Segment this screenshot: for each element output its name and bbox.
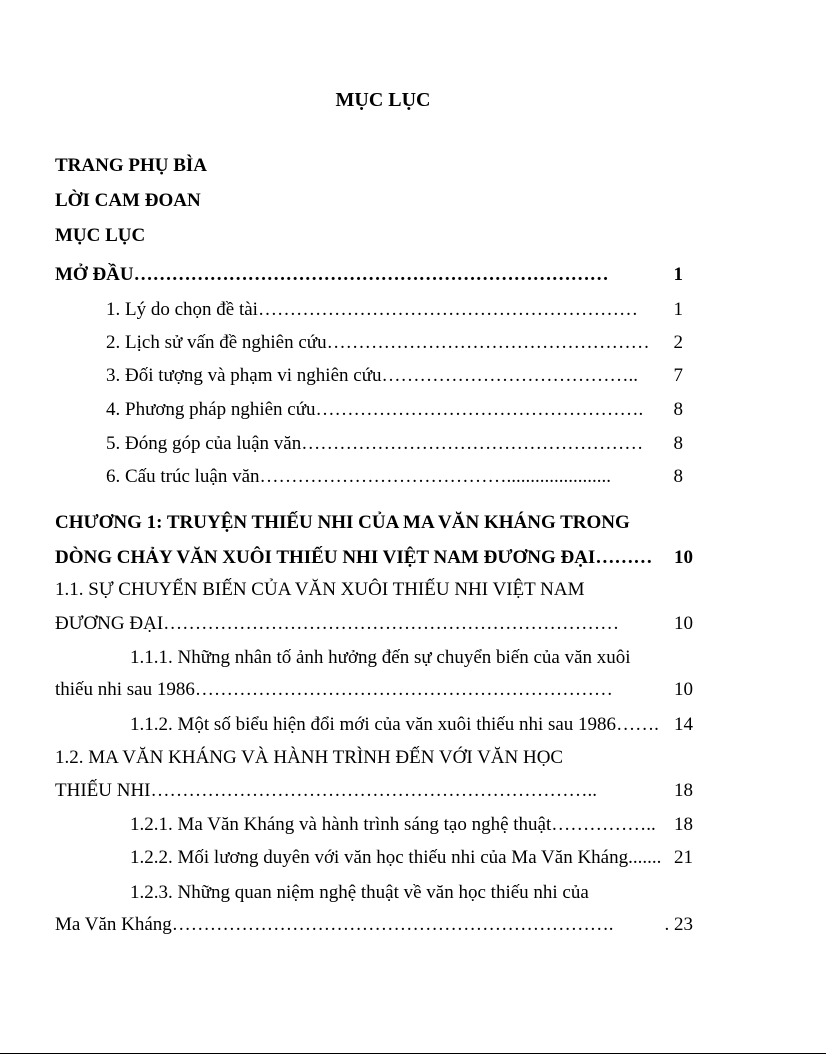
toc-entry (106, 330, 683, 356)
toc-dot-leader: ……………………………………………. (315, 399, 644, 420)
toc-entry-title: 1.2.2. Mối lương duyên với văn học thiếu nhi của Ma Văn Kháng (130, 847, 629, 868)
toc-entry (130, 712, 693, 738)
toc-page-number: 18 (669, 780, 693, 801)
toc-dot-leader: …………….. (551, 814, 656, 835)
toc-entry (106, 297, 683, 323)
toc-entry-title: 4. Phương pháp nghiên cứu (106, 399, 316, 420)
toc-page-number: 10 (669, 547, 693, 568)
toc-entry-title: DÒNG CHẢY VĂN XUÔI THIẾU NHI VIỆT NAM ĐƯƠNG ĐẠI (55, 547, 596, 568)
toc-entry-title: 6. Cấu trúc luận văn (106, 466, 260, 487)
toc-page-number: 8 (673, 433, 683, 454)
toc-page-number: 14 (669, 714, 693, 735)
toc-entry (55, 677, 693, 703)
toc-page-number: 21 (674, 847, 693, 868)
toc-entry-title: TRANG PHỤ BÌA (55, 155, 208, 176)
toc-entry (55, 912, 693, 938)
toc-entry (106, 397, 683, 423)
toc-entry (130, 812, 693, 838)
toc-entry-title: 1.2.3. Những quan niệm nghệ thuật về văn học thiếu nhi của (130, 882, 589, 903)
toc-entry (106, 431, 683, 457)
toc-entry (55, 262, 683, 288)
toc-page-number: 1 (673, 264, 683, 285)
toc-entry-title: 2. Lịch sử vấn đề nghiên cứu (106, 332, 327, 353)
toc-entry-title: CHƯƠNG 1: TRUYỆN THIẾU NHI CỦA MA VĂN KHÁNG TRONG (55, 512, 630, 533)
toc-entry (130, 645, 631, 671)
toc-entry-title: Ma Văn Kháng (55, 914, 172, 935)
toc-entry-title: 1.2. MA VĂN KHÁNG VÀ HÀNH TRÌNH ĐẾN VỚI VĂN HỌC (55, 747, 564, 768)
toc-entry (55, 745, 563, 771)
toc-entry-title: thiếu nhi sau 1986 (55, 679, 195, 700)
toc-entry-title: 1.1.1. Những nhân tố ảnh hưởng đến sự chuyển biến của văn xuôi (130, 647, 631, 668)
page-title: MỤC LỤC (335, 89, 431, 111)
toc-entry-title: ĐƯƠNG ĐẠI (55, 613, 164, 634)
toc-dot-leader: …………………………………………… (326, 332, 650, 353)
toc-dot-leader: …………………………………………………… (257, 299, 638, 320)
toc-entry-title: MỞ ĐẦU (55, 264, 134, 285)
toc-entry-title: MỤC LỤC (55, 225, 146, 246)
toc-dot-leader: ……. (616, 714, 659, 735)
toc-dot-leader: ……………………………………………………………… (163, 613, 620, 634)
toc-page-number: 8 (668, 466, 683, 487)
page-bottom-rule (0, 1053, 826, 1054)
toc-entry (130, 845, 693, 871)
toc-entry (55, 188, 201, 214)
toc-entry (55, 778, 693, 804)
toc-entry (106, 464, 683, 490)
toc-entry (55, 577, 585, 603)
toc-entry-title: 1.1. SỰ CHUYỂN BIẾN CỦA VĂN XUÔI THIẾU NHI VIỆT NAM (55, 579, 585, 600)
toc-entry (55, 223, 145, 249)
toc-dot-leader: ………………………………………………………………… (133, 264, 609, 285)
toc-entry-title: THIẾU NHI (55, 780, 151, 801)
toc-dot-leader: ....... (628, 847, 662, 868)
toc-dot-leader: …………………………………………………………….. (150, 780, 598, 801)
toc-entry-title: 3. Đối tượng và phạm vi nghiên cứu (106, 365, 382, 386)
toc-entry-title: 5. Đóng góp của luận văn (106, 433, 302, 454)
toc-entry (55, 545, 693, 571)
toc-dot-leader: ………………………………………………………… (194, 679, 613, 700)
toc-dot-leader: ……………………………………………………………. (171, 914, 614, 935)
toc-dot-leader: …………………………………...................... (259, 466, 612, 487)
toc-page-number: 8 (673, 399, 683, 420)
toc-entry-title: 1.1.2. Một số biểu hiện đổi mới của văn xuôi thiếu nhi sau 1986 (130, 714, 617, 735)
toc-page-number: 7 (668, 365, 683, 386)
toc-dot-leader: ……… (595, 547, 653, 568)
toc-entry (55, 510, 630, 536)
toc-page-number: 1 (668, 299, 683, 320)
toc-entry-title: 1.2.1. Ma Văn Kháng và hành trình sáng tạo nghệ thuật (130, 814, 552, 835)
toc-page-number: 10 (669, 613, 693, 634)
toc-dot-leader: ……………………………………………… (301, 433, 644, 454)
toc-entry (106, 363, 683, 389)
toc-entry-title: 1. Lý do chọn đề tài (106, 299, 258, 320)
toc-entry (55, 611, 693, 637)
toc-page-number: 10 (669, 679, 693, 700)
toc-entry-title: LỜI CAM ĐOAN (55, 190, 201, 211)
toc-page-number: . 23 (664, 914, 693, 935)
toc-dot-leader: ………………………………….. (381, 365, 638, 386)
toc-page-number: 18 (669, 814, 693, 835)
toc-entry (130, 880, 589, 906)
toc-page-number: 2 (664, 332, 683, 353)
toc-entry (55, 153, 207, 179)
